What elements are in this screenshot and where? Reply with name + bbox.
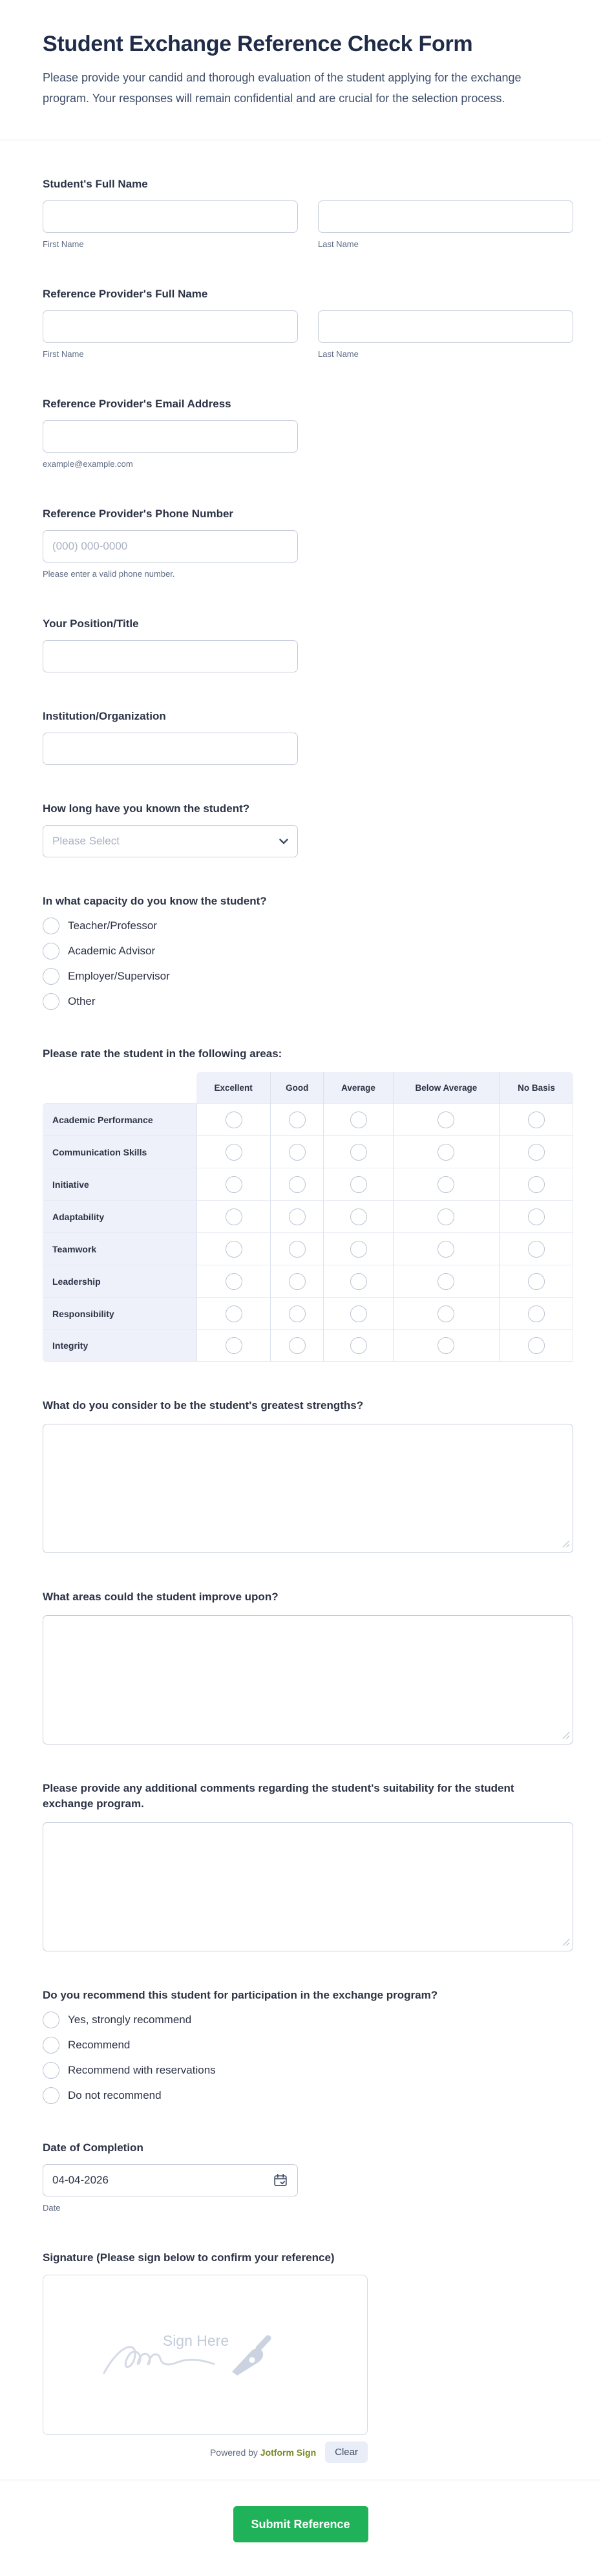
rating-corner-cell (43, 1072, 196, 1103)
radio-option-other[interactable] (43, 993, 573, 1010)
rating-row-label: Communication Skills (43, 1135, 196, 1168)
student-last-name-input[interactable] (318, 200, 573, 233)
rating-cell[interactable] (393, 1103, 499, 1135)
signature-footer (43, 2442, 368, 2463)
rating-header-row (43, 1072, 573, 1103)
rating-radio[interactable] (528, 1144, 545, 1161)
rating-column-good: Good (270, 1072, 323, 1103)
question-institution (43, 709, 573, 765)
rating-radio[interactable] (226, 1305, 242, 1322)
radio-button[interactable] (43, 2037, 59, 2054)
signature-pad[interactable] (43, 2275, 368, 2435)
question-label: In what capacity do you know the student? (43, 895, 267, 907)
question-signature (43, 2250, 573, 2463)
jotform-sign-brand: Jotform Sign (260, 2447, 317, 2458)
radio-label: Employer/Supervisor (68, 970, 170, 982)
rating-table (43, 1072, 573, 1362)
question-recommendation (43, 1988, 573, 2104)
rating-row-academic-performance (43, 1103, 573, 1135)
radio-option-academic-advisor[interactable] (43, 943, 573, 960)
rating-column-no-basis: No Basis (499, 1072, 573, 1103)
question-label: Reference Provider's Email Address (43, 398, 231, 410)
rating-radio[interactable] (289, 1111, 306, 1128)
first-name-sublabel: First Name (43, 239, 84, 249)
radio-option-recommend-with-reservations[interactable] (43, 2062, 573, 2079)
rating-radio[interactable] (350, 1337, 367, 1354)
improvements-textarea[interactable] (43, 1615, 573, 1744)
question-label: Do you recommend this student for participation in the exchange program? (43, 1989, 438, 2001)
rating-cell[interactable] (393, 1232, 499, 1265)
question-label: Your Position/Title (43, 617, 139, 630)
radio-button[interactable] (43, 968, 59, 985)
rating-cell[interactable] (270, 1135, 323, 1168)
rating-cell[interactable] (499, 1329, 573, 1362)
date-sublabel: Date (43, 2203, 61, 2213)
rating-radio[interactable] (289, 1144, 306, 1161)
question-duration (43, 801, 573, 857)
rating-radio[interactable] (528, 1273, 545, 1290)
question-label: Student's Full Name (43, 178, 148, 190)
rating-radio[interactable] (289, 1337, 306, 1354)
email-input[interactable] (43, 420, 298, 453)
rating-radio[interactable] (289, 1208, 306, 1225)
rating-row-label: Initiative (43, 1168, 196, 1200)
signature-placeholder-graphic (99, 2323, 312, 2387)
question-reference-name (43, 286, 573, 360)
rating-radio[interactable] (226, 1111, 242, 1128)
question-additional-comments (43, 1781, 573, 1951)
radio-label: Academic Advisor (68, 945, 156, 957)
rating-cell[interactable] (393, 1168, 499, 1200)
radio-option-do-not-recommend[interactable] (43, 2087, 573, 2104)
rating-radio[interactable] (289, 1176, 306, 1193)
rating-cell[interactable] (270, 1297, 323, 1329)
rating-cell[interactable] (499, 1297, 573, 1329)
student-first-name-input[interactable] (43, 200, 298, 233)
rating-row-initiative (43, 1168, 573, 1200)
rating-column-average: Average (323, 1072, 393, 1103)
rating-cell[interactable] (499, 1103, 573, 1135)
question-label: What do you consider to be the student's greatest strengths? (43, 1399, 364, 1411)
last-name-sublabel: Last Name (318, 239, 359, 249)
rating-radio[interactable] (438, 1144, 454, 1161)
rating-row-label: Integrity (43, 1329, 196, 1362)
radio-option-teacher-professor[interactable] (43, 918, 573, 934)
duration-select[interactable] (43, 825, 298, 857)
rating-radio[interactable] (438, 1273, 454, 1290)
rating-radio[interactable] (289, 1305, 306, 1322)
rating-radio[interactable] (350, 1208, 367, 1225)
question-label: Signature (Please sign below to confirm your reference) (43, 2251, 335, 2264)
rating-radio[interactable] (438, 1241, 454, 1258)
capacity-radio-group (43, 918, 573, 1010)
rating-cell[interactable] (499, 1200, 573, 1232)
question-label: Reference Provider's Phone Number (43, 508, 234, 520)
phone-input[interactable] (43, 530, 298, 563)
rating-radio[interactable] (226, 1144, 242, 1161)
signature-squiggle (104, 2347, 214, 2373)
rating-row-label: Responsibility (43, 1297, 196, 1329)
radio-label: Other (68, 995, 96, 1007)
rating-radio[interactable] (350, 1176, 367, 1193)
rating-cell[interactable] (393, 1265, 499, 1297)
question-rating-table (43, 1046, 573, 1362)
rating-cell[interactable] (323, 1265, 393, 1297)
rating-cell[interactable] (323, 1232, 393, 1265)
rating-radio[interactable] (226, 1176, 242, 1193)
rating-cell[interactable] (196, 1265, 270, 1297)
form-header (0, 0, 601, 109)
radio-label: Do not recommend (68, 2089, 162, 2101)
reference-first-name-input[interactable] (43, 310, 298, 343)
recommendation-radio-group (43, 2012, 573, 2104)
question-label: Institution/Organization (43, 710, 166, 722)
rating-cell[interactable] (323, 1297, 393, 1329)
rating-row-integrity (43, 1329, 573, 1362)
position-input[interactable] (43, 640, 298, 672)
calendar-icon[interactable] (273, 2173, 288, 2187)
radio-button[interactable] (43, 2012, 59, 2028)
rating-cell[interactable] (196, 1200, 270, 1232)
rating-cell[interactable] (196, 1232, 270, 1265)
rating-radio[interactable] (289, 1273, 306, 1290)
rating-cell[interactable] (196, 1103, 270, 1135)
rating-cell[interactable] (323, 1135, 393, 1168)
rating-radio[interactable] (438, 1176, 454, 1193)
institution-input[interactable] (43, 733, 298, 765)
rating-row-label: Leadership (43, 1265, 196, 1297)
rating-cell[interactable] (323, 1103, 393, 1135)
rating-cell[interactable] (196, 1297, 270, 1329)
question-email (43, 396, 573, 470)
rating-radio[interactable] (528, 1305, 545, 1322)
rating-column-below-average: Below Average (393, 1072, 499, 1103)
strengths-textarea[interactable] (43, 1424, 573, 1553)
rating-cell[interactable] (196, 1168, 270, 1200)
question-label: How long have you known the student? (43, 802, 250, 815)
rating-cell[interactable] (270, 1265, 323, 1297)
question-student-name (43, 177, 573, 250)
rating-column-excellent: Excellent (196, 1072, 270, 1103)
additional-comments-textarea[interactable] (43, 1822, 573, 1951)
radio-option-strongly-recommend[interactable] (43, 2012, 573, 2028)
rating-row-responsibility (43, 1297, 573, 1329)
question-label: Please rate the student in the following areas: (43, 1047, 282, 1060)
question-phone (43, 506, 573, 580)
question-label: Reference Provider's Full Name (43, 288, 208, 300)
rating-radio[interactable] (528, 1337, 545, 1354)
pen-nib-icon (232, 2338, 268, 2376)
question-strengths (43, 1398, 573, 1553)
form-body (0, 177, 601, 2463)
rating-row-teamwork (43, 1232, 573, 1265)
rating-cell[interactable] (196, 1135, 270, 1168)
reference-last-name-input[interactable] (318, 310, 573, 343)
rating-cell[interactable] (499, 1135, 573, 1168)
rating-radio[interactable] (350, 1144, 367, 1161)
question-label: Please provide any additional comments regarding the student's suitability for the student exchange program. (43, 1782, 514, 1810)
question-label: What areas could the student improve upon? (43, 1591, 279, 1603)
last-name-sublabel: Last Name (318, 349, 359, 359)
rating-radio[interactable] (438, 1111, 454, 1128)
rating-row-label: Adaptability (43, 1200, 196, 1232)
rating-radio[interactable] (528, 1208, 545, 1225)
rating-radio[interactable] (528, 1176, 545, 1193)
radio-button[interactable] (43, 2062, 59, 2079)
rating-radio[interactable] (350, 1111, 367, 1128)
rating-radio[interactable] (350, 1241, 367, 1258)
rating-radio[interactable] (438, 1305, 454, 1322)
rating-row-label: Teamwork (43, 1232, 196, 1265)
question-completion-date (43, 2140, 573, 2214)
rating-cell[interactable] (393, 1329, 499, 1362)
clear-signature-button[interactable]: Clear (325, 2442, 368, 2463)
select-placeholder: Please Select (52, 835, 120, 847)
rating-radio[interactable] (438, 1337, 454, 1354)
rating-row-label: Academic Performance (43, 1103, 196, 1135)
rating-radio[interactable] (226, 1337, 242, 1354)
rating-cell[interactable] (393, 1135, 499, 1168)
radio-label: Recommend (68, 2039, 131, 2051)
powered-by-text: Powered by (209, 2447, 258, 2458)
question-position (43, 616, 573, 672)
question-label: Date of Completion (43, 2141, 143, 2154)
submit-button[interactable]: Submit Reference (233, 2506, 368, 2542)
form-subtitle: Please provide your candid and thorough evaluation of the student applying for the exchange program. Your responses will remain confidential and are crucial for the selection process. (43, 71, 522, 105)
rating-radio[interactable] (226, 1241, 242, 1258)
powered-by-label (210, 2447, 316, 2458)
radio-option-employer-supervisor[interactable] (43, 968, 573, 985)
rating-radio[interactable] (350, 1273, 367, 1290)
radio-button[interactable] (43, 2087, 59, 2104)
radio-button[interactable] (43, 918, 59, 934)
rating-cell[interactable] (270, 1232, 323, 1265)
email-sublabel: example@example.com (43, 459, 133, 469)
sign-here-text: Sign Here (162, 2332, 229, 2349)
rating-cell[interactable] (196, 1329, 270, 1362)
chevron-down-icon (279, 839, 288, 844)
form-title: Student Exchange Reference Check Form (43, 32, 473, 56)
rating-cell[interactable] (393, 1297, 499, 1329)
rating-cell[interactable] (270, 1103, 323, 1135)
rating-cell[interactable] (499, 1232, 573, 1265)
radio-button[interactable] (43, 993, 59, 1010)
rating-cell[interactable] (270, 1200, 323, 1232)
rating-row-communication-skills (43, 1135, 573, 1168)
radio-button[interactable] (43, 943, 59, 960)
rating-cell[interactable] (323, 1329, 393, 1362)
rating-cell[interactable] (270, 1168, 323, 1200)
rating-radio[interactable] (438, 1208, 454, 1225)
radio-label: Recommend with reservations (68, 2064, 216, 2076)
radio-label: Teacher/Professor (68, 919, 157, 932)
rating-row-leadership (43, 1265, 573, 1297)
rating-cell[interactable] (323, 1168, 393, 1200)
rating-cell[interactable] (323, 1200, 393, 1232)
rating-radio[interactable] (528, 1241, 545, 1258)
question-capacity (43, 894, 573, 1010)
first-name-sublabel: First Name (43, 349, 84, 359)
question-improvements (43, 1589, 573, 1744)
rating-radio[interactable] (226, 1208, 242, 1225)
rating-row-adaptability (43, 1200, 573, 1232)
radio-label: Yes, strongly recommend (68, 2013, 192, 2026)
rating-cell[interactable] (393, 1200, 499, 1232)
rating-cell[interactable] (270, 1329, 323, 1362)
form-footer (0, 2506, 601, 2542)
rating-radio[interactable] (350, 1305, 367, 1322)
rating-radio[interactable] (528, 1111, 545, 1128)
phone-sublabel: Please enter a valid phone number. (43, 569, 175, 579)
rating-radio[interactable] (226, 1273, 242, 1290)
rating-cell[interactable] (499, 1168, 573, 1200)
radio-option-recommend[interactable] (43, 2037, 573, 2054)
rating-radio[interactable] (289, 1241, 306, 1258)
date-input[interactable] (43, 2164, 298, 2196)
rating-cell[interactable] (499, 1265, 573, 1297)
